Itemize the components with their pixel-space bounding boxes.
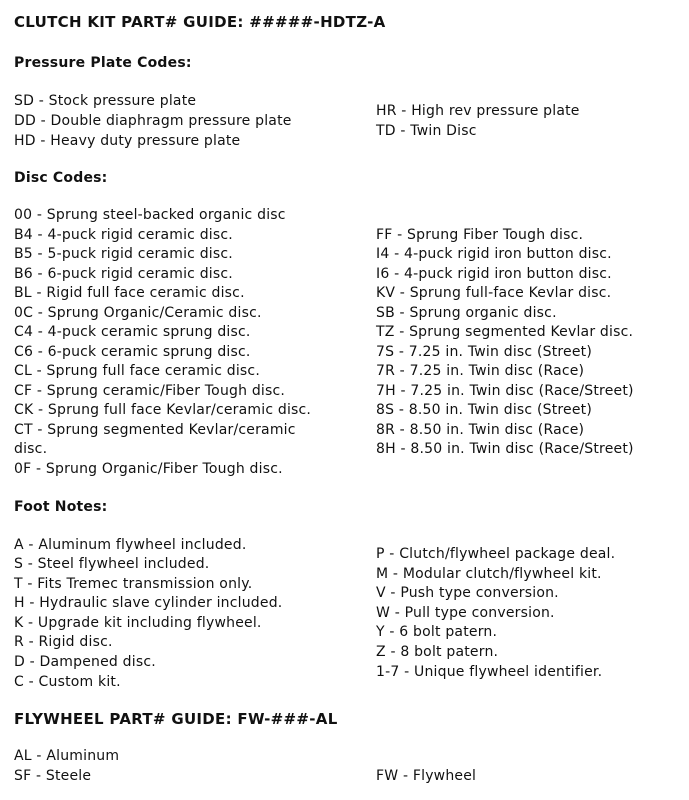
foot-note: W - Pull type conversion. bbox=[376, 605, 555, 621]
foot-notes-heading: Foot Notes: bbox=[14, 499, 108, 515]
foot-note: D - Dampened disc. bbox=[14, 654, 156, 670]
disc-code: B5 - 5-puck rigid ceramic disc. bbox=[14, 246, 233, 262]
disc-code: CT - Sprung segmented Kevlar/ceramic bbox=[14, 422, 296, 438]
disc-code: 8S - 8.50 in. Twin disc (Street) bbox=[376, 402, 593, 418]
foot-note: R - Rigid disc. bbox=[14, 634, 113, 650]
flywheel-code: AL - Aluminum bbox=[14, 748, 120, 764]
pressure-plate-code: SD - Stock pressure plate bbox=[14, 93, 197, 109]
foot-note: 1-7 - Unique flywheel identifier. bbox=[376, 664, 603, 680]
pressure-plate-code: TD - Twin Disc bbox=[376, 123, 477, 139]
disc-code: I4 - 4-puck rigid iron button disc. bbox=[376, 246, 612, 262]
flywheel-code: SF - Steele bbox=[14, 768, 92, 784]
foot-note: V - Push type conversion. bbox=[376, 585, 559, 601]
disc-code: 8H - 8.50 in. Twin disc (Race/Street) bbox=[376, 441, 634, 457]
clutch-kit-title: CLUTCH KIT PART# GUIDE: #####-HDTZ-A bbox=[14, 13, 386, 31]
disc-code: 0C - Sprung Organic/Ceramic disc. bbox=[14, 305, 262, 321]
foot-note: K - Upgrade kit including flywheel. bbox=[14, 615, 262, 631]
foot-note: C - Custom kit. bbox=[14, 674, 121, 690]
disc-code: 7R - 7.25 in. Twin disc (Race) bbox=[376, 363, 585, 379]
foot-note: Z - 8 bolt patern. bbox=[376, 644, 499, 660]
disc-code: 00 - Sprung steel-backed organic disc bbox=[14, 207, 286, 223]
disc-code: B4 - 4-puck rigid ceramic disc. bbox=[14, 227, 233, 243]
disc-code: FF - Sprung Fiber Tough disc. bbox=[376, 227, 584, 243]
pressure-plate-code: HR - High rev pressure plate bbox=[376, 103, 580, 119]
foot-note: H - Hydraulic slave cylinder included. bbox=[14, 595, 283, 611]
flywheel-title: FLYWHEEL PART# GUIDE: FW-###-AL bbox=[14, 710, 338, 728]
disc-code: CK - Sprung full face Kevlar/ceramic disc. bbox=[14, 402, 312, 418]
disc-code: C6 - 6-puck ceramic sprung disc. bbox=[14, 344, 251, 360]
disc-code: BL - Rigid full face ceramic disc. bbox=[14, 285, 245, 301]
disc-code: CL - Sprung full face ceramic disc. bbox=[14, 363, 260, 379]
disc-code: KV - Sprung full-face Kevlar disc. bbox=[376, 285, 612, 301]
disc-code: 0F - Sprung Organic/Fiber Tough disc. bbox=[14, 461, 283, 477]
foot-note: S - Steel flywheel included. bbox=[14, 556, 210, 572]
disc-code: TZ - Sprung segmented Kevlar disc. bbox=[376, 324, 634, 340]
disc-code: SB - Sprung organic disc. bbox=[376, 305, 557, 321]
disc-code: 7H - 7.25 in. Twin disc (Race/Street) bbox=[376, 383, 634, 399]
disc-code: disc. bbox=[14, 441, 48, 457]
disc-codes-heading: Disc Codes: bbox=[14, 170, 108, 186]
flywheel-code: FW - Flywheel bbox=[376, 768, 477, 784]
foot-note: P - Clutch/flywheel package deal. bbox=[376, 546, 616, 562]
foot-note: A - Aluminum flywheel included. bbox=[14, 537, 247, 553]
disc-code: B6 - 6-puck rigid ceramic disc. bbox=[14, 266, 233, 282]
disc-code: 8R - 8.50 in. Twin disc (Race) bbox=[376, 422, 585, 438]
disc-code: CF - Sprung ceramic/Fiber Tough disc. bbox=[14, 383, 286, 399]
pressure-plate-heading: Pressure Plate Codes: bbox=[14, 55, 192, 71]
pressure-plate-code: HD - Heavy duty pressure plate bbox=[14, 133, 241, 149]
disc-code: 7S - 7.25 in. Twin disc (Street) bbox=[376, 344, 593, 360]
disc-code: I6 - 4-puck rigid iron button disc. bbox=[376, 266, 612, 282]
foot-note: T - Fits Tremec transmission only. bbox=[14, 576, 253, 592]
foot-note: Y - 6 bolt patern. bbox=[376, 624, 498, 640]
disc-code: C4 - 4-puck ceramic sprung disc. bbox=[14, 324, 251, 340]
foot-note: M - Modular clutch/flywheel kit. bbox=[376, 566, 602, 582]
pressure-plate-code: DD - Double diaphragm pressure plate bbox=[14, 113, 292, 129]
